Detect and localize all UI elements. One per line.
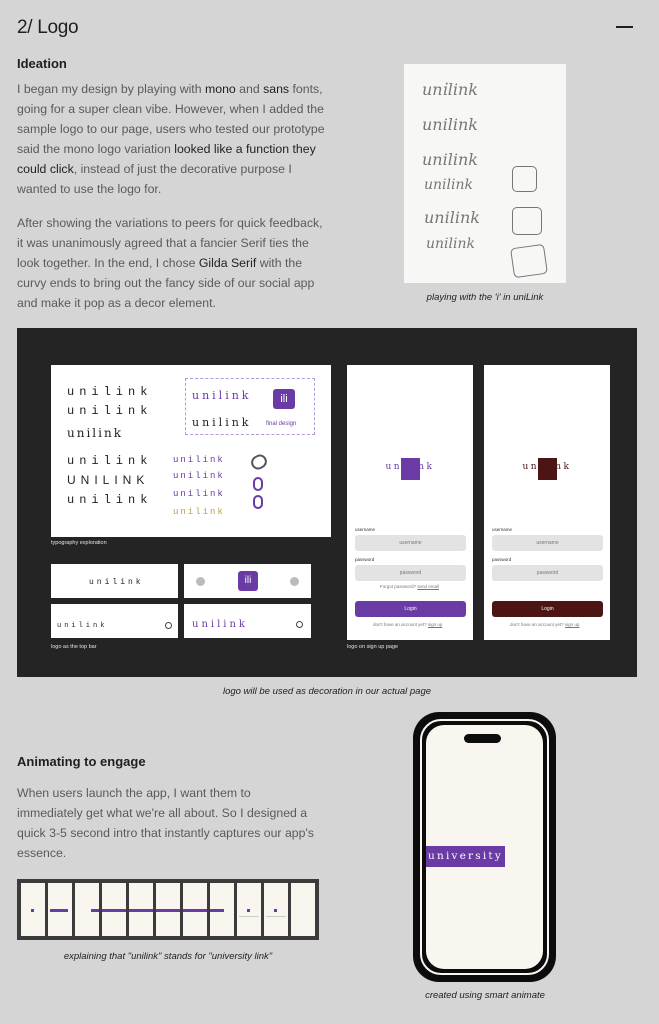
topbar-card: ili (184, 564, 311, 598)
sketch-line: unilink (426, 236, 475, 252)
section-title: 2/ Logo (17, 17, 79, 38)
animation-frame (156, 883, 180, 936)
animation-frame (48, 883, 72, 936)
typography-card (51, 365, 331, 537)
logo-mark-sketches (249, 455, 277, 515)
sketch-line: unilink (424, 208, 480, 227)
logo-variation: unilink (67, 426, 123, 440)
signup-screen-maroon: unilink username username password password Login don't have an account yet? sign up (484, 365, 610, 640)
phone-mockup (413, 712, 556, 982)
ideation-paragraph-1: I began my design by playing with mono and sans fonts, going for a super clean vibe. However, when I added the sample logo to our page, users who tested our prototype said the mono logo variation looked like a function they could click, instead of just the decorative purpose I wanted to use the logo for. (17, 82, 325, 196)
animation-frame (264, 883, 288, 936)
logo-board-image (17, 328, 637, 677)
final-design-box (185, 378, 315, 435)
logo-variation: unilink (67, 385, 153, 399)
phone-screen (426, 725, 543, 969)
sketch-icon-box (510, 244, 548, 278)
animation-frame (129, 883, 153, 936)
phone-notch (464, 734, 501, 743)
sketch-line: unilink (422, 115, 478, 134)
logo-variation: unilink (67, 493, 153, 507)
animation-frame (237, 883, 261, 936)
animation-frame (21, 883, 45, 936)
animation-frames-strip (17, 879, 319, 940)
logo-variation: unilink (173, 489, 225, 499)
logo-sketch-image (404, 64, 566, 283)
phone-caption: created using smart animate (425, 990, 545, 1001)
animation-frame (75, 883, 99, 936)
ideation-heading: Ideation (17, 56, 67, 71)
signup-screen-purple: unilink username username password password Forgot password? send email Login don't have an account yet? sign up (347, 365, 473, 640)
serif-logo: unilink (192, 389, 252, 402)
animation-frame (183, 883, 207, 936)
app-icon: ili (273, 389, 295, 409)
sketch-line: unilink (422, 150, 478, 169)
topbar-label: logo as the top bar (51, 644, 97, 650)
sketch-line: unilink (424, 177, 473, 193)
serif-logo: unilink (192, 416, 252, 429)
animation-frame (210, 883, 234, 936)
animation-frame (291, 883, 315, 936)
logo-variation: unilink (173, 507, 225, 517)
strip-caption: explaining that "unilink" stands for "university link" (63, 951, 273, 962)
logo-variation: unilink (67, 454, 153, 468)
animating-paragraph: When users launch the app, I want them to immediately get what we're all about. So I designed a quick 3-5 second intro that instantly captures our app's essence. (17, 786, 314, 860)
logo-variation: unilink (173, 471, 225, 481)
sketch-caption: playing with the 'i' in uniLink (426, 292, 544, 303)
sketch-line: uni̇̇link (422, 80, 478, 99)
animating-heading: Animating to engage (17, 754, 146, 769)
animation-frame (102, 883, 126, 936)
final-design-label: final design (266, 421, 297, 427)
topbar-card: unilink (51, 564, 178, 598)
sketch-icon-box (512, 166, 537, 192)
typography-label: typography exploration (51, 540, 107, 546)
collapse-icon[interactable] (616, 26, 633, 28)
sketch-icon-box (512, 207, 542, 235)
ideation-paragraph-2: After showing the variations to peers for quick feedback, it was unanimously agreed that a fancier Serif ties the look together. In the end, I chose Gilda Serif with the curvy ends to bring out the fancy side of our social app and make it pop as a decor element. (17, 216, 323, 310)
logo-variation: unilink (173, 455, 225, 465)
logo-variation: UNILINK (67, 473, 150, 487)
topbar-card: unilink (184, 604, 311, 638)
university-badge: university (426, 846, 505, 867)
topbar-card: unilink (51, 604, 178, 638)
logo-variation: unilink (67, 404, 153, 418)
signup-label: logo on sign up page (347, 644, 399, 650)
board-caption: logo will be used as decoration in our actual page (222, 686, 432, 697)
